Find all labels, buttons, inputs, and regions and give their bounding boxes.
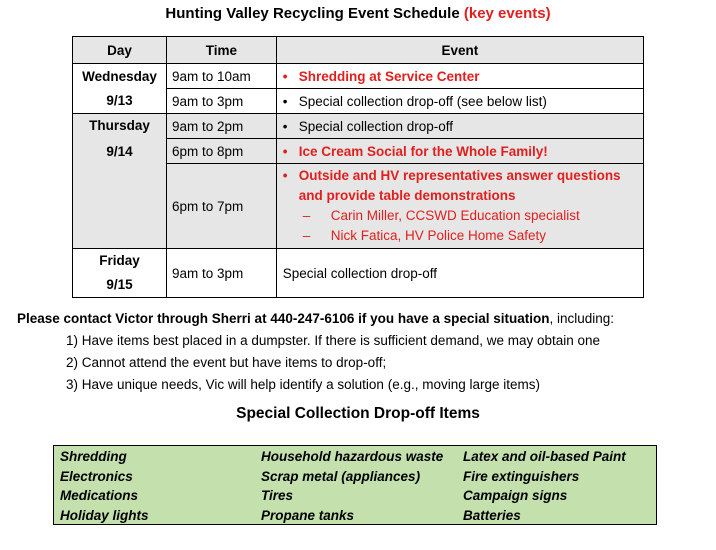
day-date: 9/14 (106, 144, 133, 159)
bullet-icon: • (282, 143, 288, 159)
list-item: Scrap metal (appliances) (261, 468, 421, 484)
bullet-icon: • (282, 93, 288, 109)
day-date: 9/13 (106, 92, 133, 108)
contact-note (17, 308, 614, 330)
list-item: Fire extinguishers (463, 468, 580, 484)
header-day: Day (73, 37, 167, 64)
header-time: Time (166, 37, 276, 64)
list-item: 3) Have unique needs, Vic will help identify a solution (e.g., moving large items) (66, 377, 540, 392)
schedule-table (72, 36, 644, 298)
day-name: Thursday (89, 118, 150, 133)
time-cell: 9am to 3pm (166, 89, 276, 114)
event-text: Outside and HV representatives answer questions and provide table demonstrations (298, 168, 621, 203)
day-name: Friday (99, 253, 140, 268)
day-cell-thursday (73, 114, 167, 249)
dash-icon: – (302, 228, 311, 243)
bullet-icon: • (282, 168, 288, 183)
table-header-row (73, 37, 644, 64)
dropoff-title: Special Collection Drop-off Items (236, 405, 480, 422)
title-key-events: (key events) (463, 5, 551, 22)
dropoff-items-box (53, 445, 657, 525)
list-item: Tires (261, 488, 294, 503)
time-cell: 6pm to 7pm (166, 164, 276, 249)
event-cell (276, 64, 643, 89)
dropoff-column-3 (463, 447, 626, 525)
dash-icon: – (302, 208, 311, 223)
event-cell (276, 139, 643, 164)
time-cell: 9am to 10am (166, 64, 276, 89)
list-item: Propane tanks (261, 507, 355, 523)
situation-list (66, 330, 600, 396)
sub-item-text: Nick Fatica, HV Police Home Safety (330, 228, 547, 243)
day-name: Wednesday (82, 68, 157, 84)
sub-item (303, 226, 643, 246)
list-item: Campaign signs (463, 488, 568, 503)
bullet-icon: • (282, 118, 288, 134)
list-item: Holiday lights (60, 507, 149, 523)
table-row (73, 249, 644, 298)
day-cell-friday (73, 249, 167, 298)
header-event: Event (276, 37, 643, 64)
time-cell: 9am to 2pm (166, 114, 276, 139)
sub-item-text: Carin Miller, CCSWD Education specialist (330, 208, 580, 223)
event-cell (276, 89, 643, 114)
day-date: 9/15 (106, 277, 133, 292)
bullet-icon: • (282, 68, 288, 84)
page-title (0, 5, 716, 23)
table-row (73, 114, 644, 139)
list-item: Shredding (60, 449, 127, 464)
dropoff-column-1 (60, 447, 149, 525)
event-text: Special collection drop-off (see below list) (298, 93, 547, 109)
event-cell (276, 114, 643, 139)
list-item: 2) Cannot attend the event but have items to drop-off; (66, 355, 387, 370)
list-item: Electronics (60, 468, 133, 484)
list-item: 1) Have items best placed in a dumpster. If there is sufficient demand, we may obtain one (66, 333, 601, 348)
event-text: Shredding at Service Center (298, 68, 480, 84)
list-item: Household hazardous waste (261, 449, 444, 464)
dropoff-column-2 (261, 447, 443, 525)
event-cell: Special collection drop-off (276, 249, 643, 298)
event-cell (276, 164, 643, 249)
sub-item (303, 206, 643, 226)
time-cell: 9am to 3pm (166, 249, 276, 298)
title-main: Hunting Valley Recycling Event Schedule (165, 5, 460, 22)
list-item: Medications (60, 488, 139, 503)
time-cell: 6pm to 8pm (166, 139, 276, 164)
contact-rest: , including: (549, 311, 614, 326)
day-cell-wednesday (73, 64, 167, 114)
list-item: Batteries (463, 507, 521, 523)
event-text: Ice Cream Social for the Whole Family! (298, 143, 548, 159)
contact-bold: Please contact Victor through Sherri at 440-247-6106 if you have a special situation (17, 311, 550, 326)
list-item: Latex and oil-based Paint (463, 449, 626, 464)
table-row (73, 64, 644, 89)
event-text: Special collection drop-off (298, 118, 454, 134)
